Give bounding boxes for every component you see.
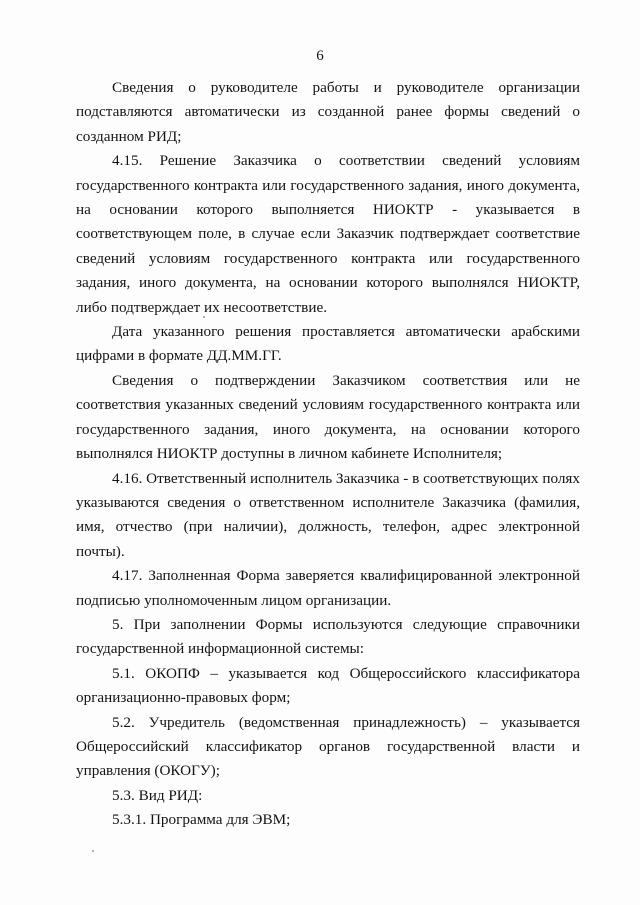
paragraph-5-3-rid-type: 5.3. Вид РИД:: [112, 786, 203, 804]
page-number: 6: [316, 48, 324, 64]
paragraph-5-1-okopf: 5.1. ОКОПФ – указывается код Общероссийского классификатора организационно-правовых форм;: [76, 664, 580, 707]
paragraph-5-3-1-computer-program: 5.3.1. Программа для ЭВМ;: [112, 811, 291, 829]
paragraph-4-17-signature: 4.17. Заполненная Форма заверяется квалифицированной электронной подписью уполномоченным лицом организации.: [76, 567, 580, 609]
scan-speck: [203, 316, 205, 318]
paragraph-4-15-customer-decision: 4.15. Решение Заказчика о соответствии сведений условиям государственного контракта или государственного задания, иного документа, на основании которого выполняется НИОКТР - указывается в соответствующем поле, в случае если Заказчик подтверждает соответствие сведений условиям государственного контракта или государственного задания, иного документа, на основании которого выполнялся НИОКТР, либо подтверждает их несоответствие.: [76, 152, 580, 316]
scan-speck: [92, 850, 94, 852]
paragraph-4-16-responsible-executor: 4.16. Ответственный исполнитель Заказчика - в соответствующих полях указываются сведения о ответственном исполнителе Заказчика (фамилия, имя, отчество (при наличии), должность, телефон, адрес электронной почты).: [76, 469, 580, 560]
paragraph-decision-date: Дата указанного решения проставляется автоматически арабскими цифрами в формате ДД.ММ.ГГ.: [76, 323, 580, 365]
paragraph-5-2-founder: 5.2. Учредитель (ведомственная принадлежность) – указывается Общероссийский классификатор органов государственной власти и управления (ОКОГУ);: [76, 713, 580, 780]
paragraph-supervisor-info: Сведения о руководителе работы и руководителе организации подставляются автоматически из созданной ранее формы сведений о созданном РИД;: [76, 79, 580, 145]
document-body: [76, 76, 580, 833]
paragraph-5-reference-books: 5. При заполнении Формы используются следующие справочники государственной информационной системы:: [76, 615, 580, 658]
paragraph-confirmation-info: Сведения о подтверждении Заказчиком соответствия или не соответствия указанных сведений условиям государственного контракта или государственного задания, иного документа, на основании которого выполнялся НИОКТР доступны в личном кабинете Исполнителя;: [76, 371, 580, 463]
